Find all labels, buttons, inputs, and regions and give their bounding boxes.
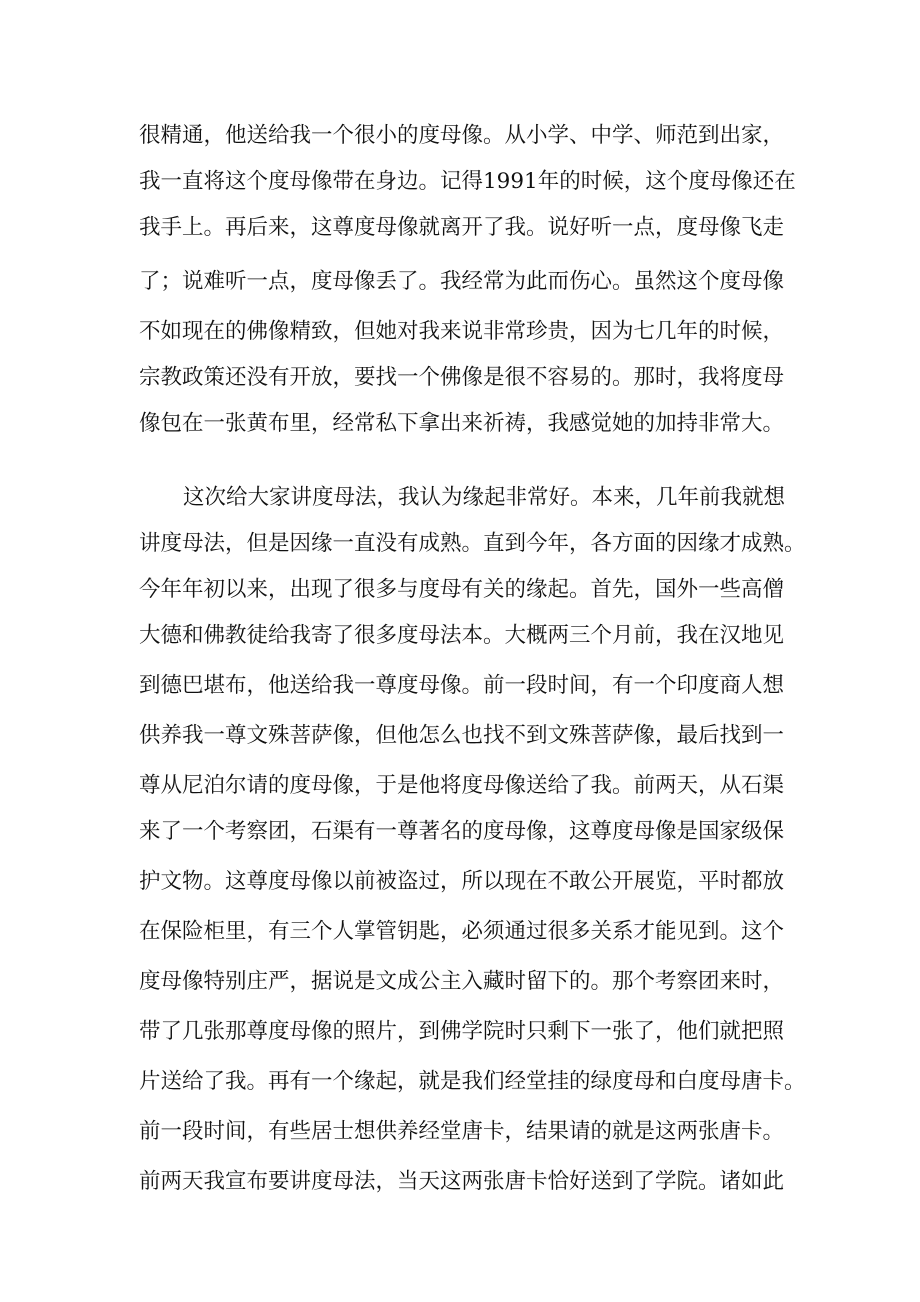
- text-line: 这次给大家讲度母法，我认为缘起非常好。本来，几年前我就想: [183, 485, 786, 510]
- text-line: 大德和佛教徒给我寄了很多度母法本。大概两三个月前，我在汉地见: [139, 623, 785, 648]
- text-line: 很精通，他送给我一个很小的度母像。从小学、中学、师范到出家，: [139, 123, 785, 148]
- text-line: 了；说难听一点，度母像丢了。我经常为此而伤心。虽然这个度母像: [139, 269, 785, 294]
- text-line: 讲度母法，但是因缘一直没有成熟。直到今年，各方面的因缘才成熟。: [139, 531, 806, 556]
- text-line: 前两天我宣布要讲度母法，当天这两张唐卡恰好送到了学院。诸如此: [139, 1169, 785, 1194]
- text-line: 宗教政策还没有开放，要找一个佛像是很不容易的。那时，我将度母: [139, 365, 785, 390]
- text-line: 供养我一尊文殊菩萨像，但他怎么也找不到文殊菩萨像，最后找到一: [139, 723, 785, 748]
- text-line: 护文物。这尊度母像以前被盗过，所以现在不敢公开展览，平时都放: [139, 869, 785, 894]
- text-line: 前一段时间，有些居士想供养经堂唐卡，结果请的就是这两张唐卡。: [139, 1119, 785, 1144]
- text-line: 片送给了我。再有一个缘起，就是我们经堂挂的绿度母和白度母唐卡。: [139, 1069, 806, 1094]
- text-line: 尊从尼泊尔请的度母像，于是他将度母像送给了我。前两天，从石渠: [139, 773, 785, 798]
- text-line: 度母像特别庄严，据说是文成公主入藏时留下的。那个考察团来时，: [139, 969, 785, 994]
- text-line: 今年年初以来，出现了很多与度母有关的缘起。首先，国外一些高僧: [139, 577, 785, 602]
- text-line: 在保险柜里，有三个人掌管钥匙，必须通过很多关系才能见到。这个: [139, 919, 785, 944]
- text-line: 像包在一张黄布里，经常私下拿出来祈祷，我感觉她的加持非常大。: [139, 411, 785, 436]
- text-line: 不如现在的佛像精致，但她对我来说非常珍贵，因为七几年的时候，: [139, 319, 785, 344]
- text-line: 带了几张那尊度母像的照片，到佛学院时只剩下一张了，他们就把照: [139, 1019, 785, 1044]
- text-line: 我一直将这个度母像带在身边。记得1991年的时候，这个度母像还在: [139, 169, 796, 194]
- text-line: 到德巴堪布，他送给我一尊度母像。前一段时间，有一个印度商人想: [139, 673, 785, 698]
- text-line: 来了一个考察团，石渠有一尊著名的度母像，这尊度母像是国家级保: [139, 819, 785, 844]
- text-line: 我手上。再后来，这尊度母像就离开了我。说好听一点，度母像飞走: [139, 215, 785, 240]
